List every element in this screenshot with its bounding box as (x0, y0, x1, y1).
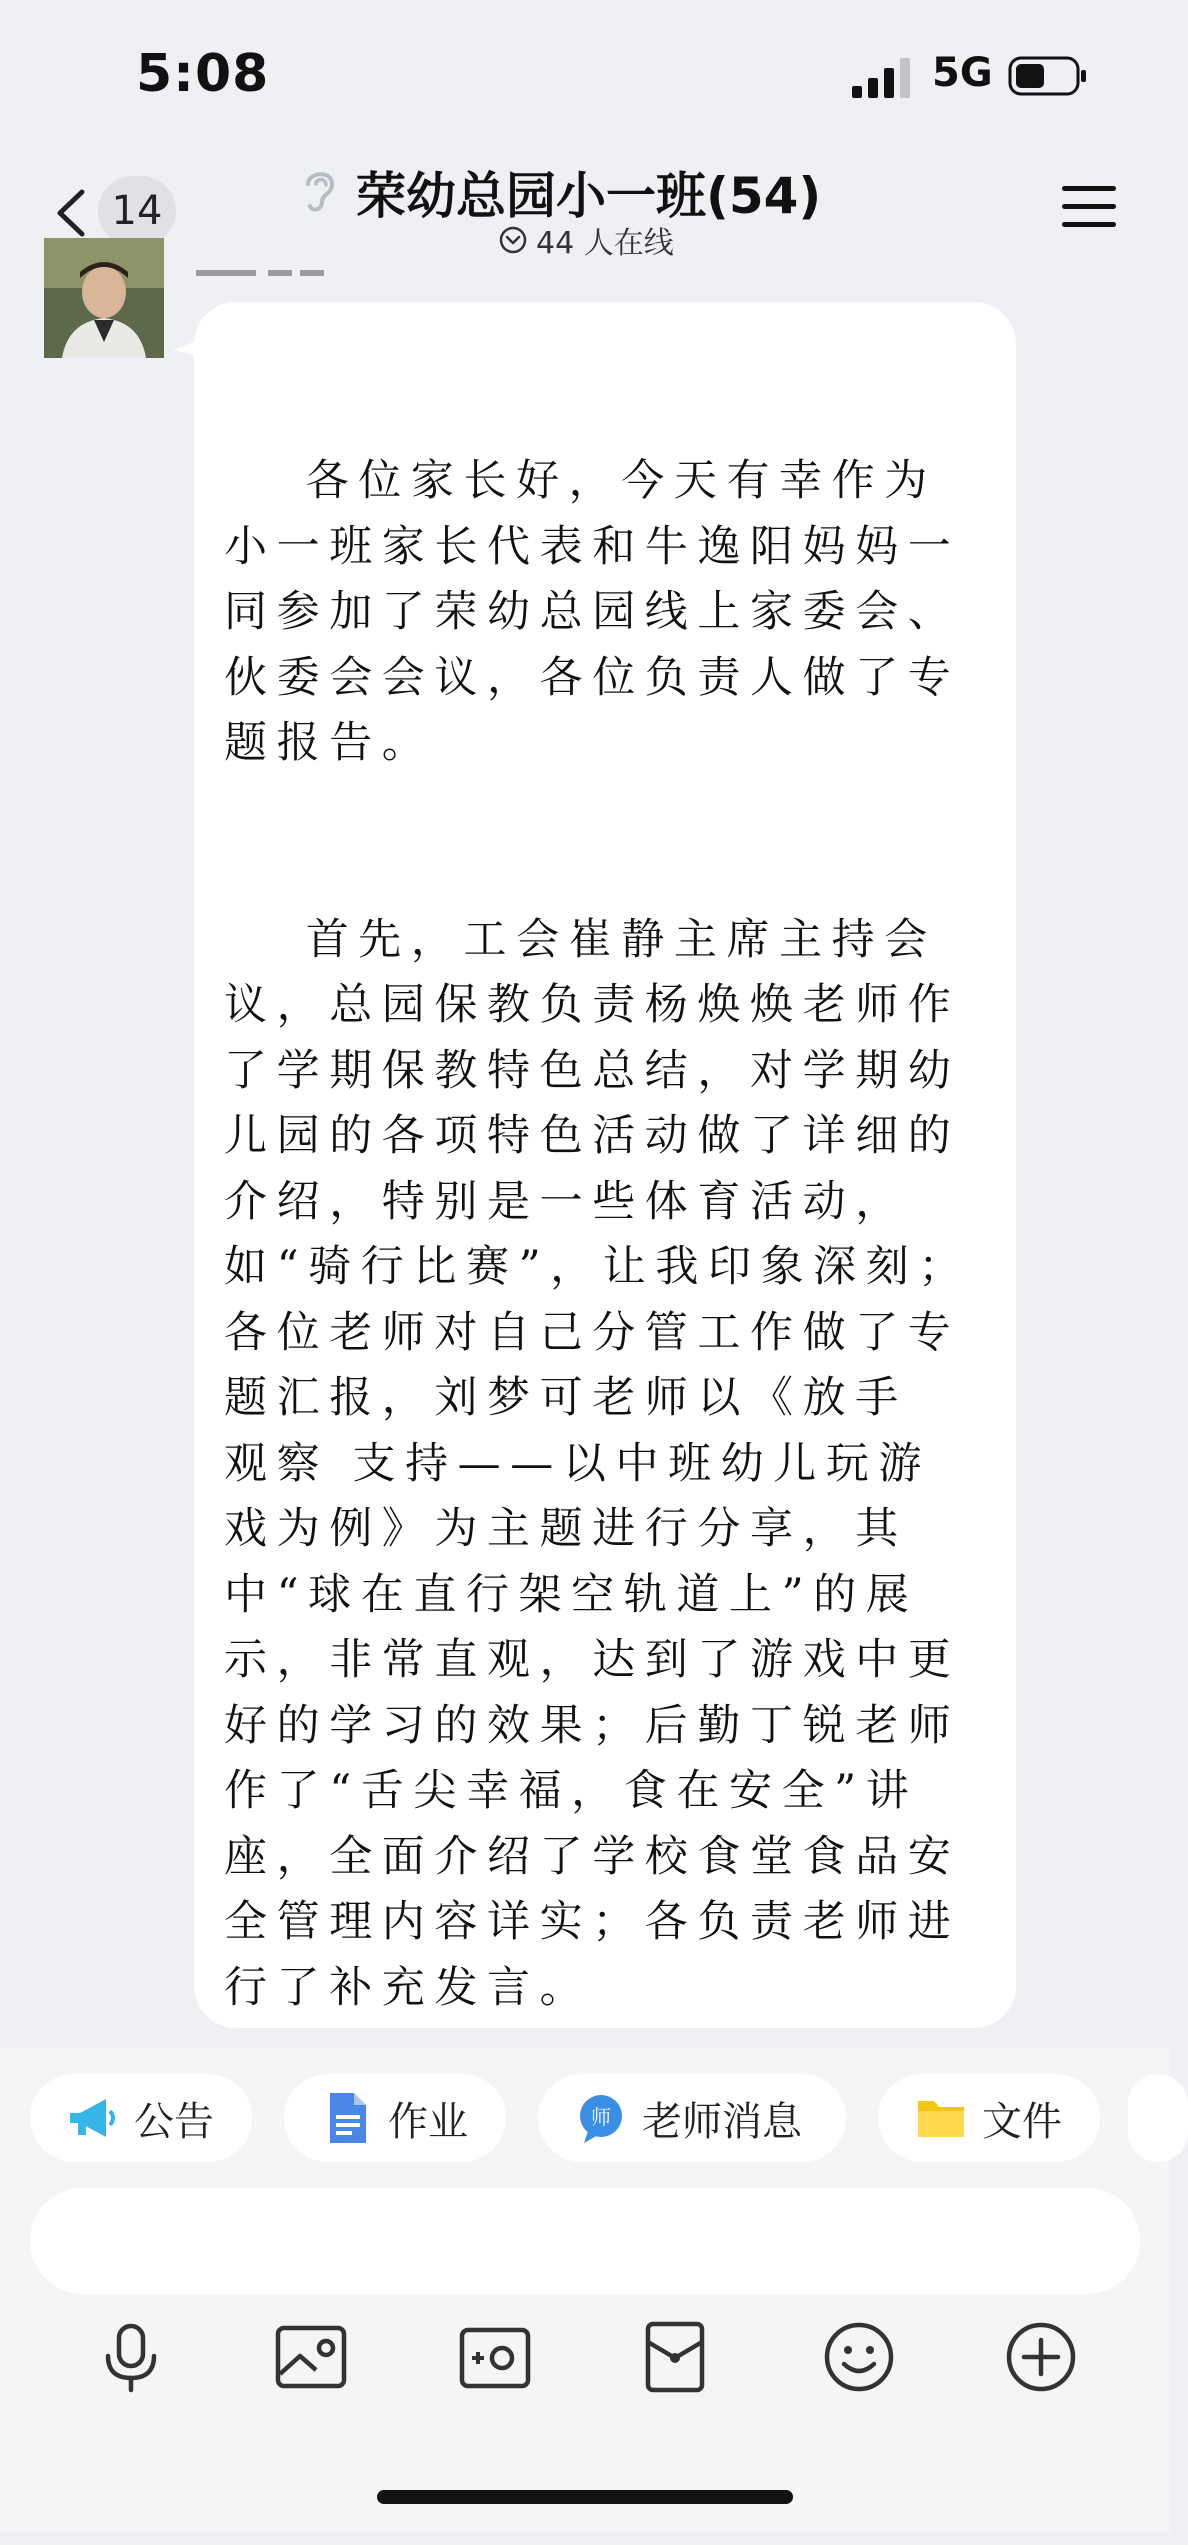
menu-icon[interactable] (1060, 182, 1118, 232)
announcement-label: 公告 (134, 2098, 214, 2145)
announcement-button[interactable] (30, 2074, 252, 2162)
status-bar (0, 0, 1170, 140)
chevron-circle-down-icon (498, 225, 528, 255)
teacher-messages-button[interactable] (538, 2074, 846, 2162)
sender-name-remnant (196, 270, 396, 280)
teacher-icon (574, 2091, 628, 2145)
network-type: 5G (932, 50, 993, 96)
group-title[interactable]: 荣幼总园小一班(54) (356, 167, 822, 225)
homework-button[interactable] (284, 2074, 506, 2162)
chevron-left-icon (52, 188, 88, 238)
back-button[interactable] (52, 176, 182, 246)
image-icon[interactable] (272, 2318, 350, 2396)
online-status[interactable] (498, 220, 674, 260)
message-paragraph: 各位家长好，今天有幸作为小一班家长代表和牛逸阳妈妈一同参加了荣幼总园线上家委会、伙委会会议，各位负责人做了专题报告。 (224, 456, 961, 768)
sender-avatar[interactable] (44, 270, 164, 358)
folder-icon (914, 2091, 968, 2145)
battery-icon (1008, 56, 1088, 96)
camera-icon[interactable] (456, 2318, 534, 2396)
files-button[interactable] (878, 2074, 1100, 2162)
chat-message-list[interactable] (0, 270, 1170, 2048)
quick-action-bar (0, 2048, 1170, 2188)
chat-header (0, 140, 1170, 270)
document-icon (320, 2091, 374, 2145)
ear-icon (298, 164, 342, 216)
message-paragraph: 首先，工会崔静主席主持会议，总园保教负责杨焕焕老师作了学期保教特色总结，对学期幼儿园的各项特色活动做了详细的介绍，特别是一些体育活动，如“骑行比赛”，让我印象深刻；各位老师对自己分管工作做了专题汇报，刘梦可老师以《放手 观察 支持——以中班幼儿玩游戏为例》为主题进行分享，其中“球在直行架空轨道上”的展示，非常直观，达到了游戏中更好的学习的效果；后勤丁锐老师作了“舌尖幸福，食在安全”讲座，全面介绍了学校食堂食品安全管理内容详实；各负责老师进行了补充发言。 (224, 914, 971, 2013)
files-label: 文件 (982, 2098, 1062, 2145)
megaphone-icon (66, 2091, 120, 2145)
unread-count-badge: 14 (98, 176, 176, 246)
microphone-icon[interactable] (92, 2318, 170, 2396)
homework-label: 作业 (388, 2098, 468, 2145)
teacher-messages-label: 老师消息 (642, 2098, 802, 2145)
message-bubble[interactable] (194, 302, 1016, 2028)
composer (0, 2188, 1170, 2532)
message-input[interactable] (30, 2188, 1140, 2294)
online-count-text: 44 人在线 (536, 226, 674, 261)
plus-icon[interactable] (1002, 2318, 1080, 2396)
status-time: 5:08 (136, 44, 270, 104)
home-indicator (377, 2490, 793, 2504)
red-packet-icon[interactable] (636, 2318, 714, 2396)
signal-strength-icon (852, 58, 916, 98)
avatar-photo (44, 238, 164, 358)
emoji-icon[interactable] (820, 2318, 898, 2396)
more-quick-action[interactable] (1128, 2074, 1188, 2162)
svg-text:师: 师 (591, 2105, 611, 2129)
